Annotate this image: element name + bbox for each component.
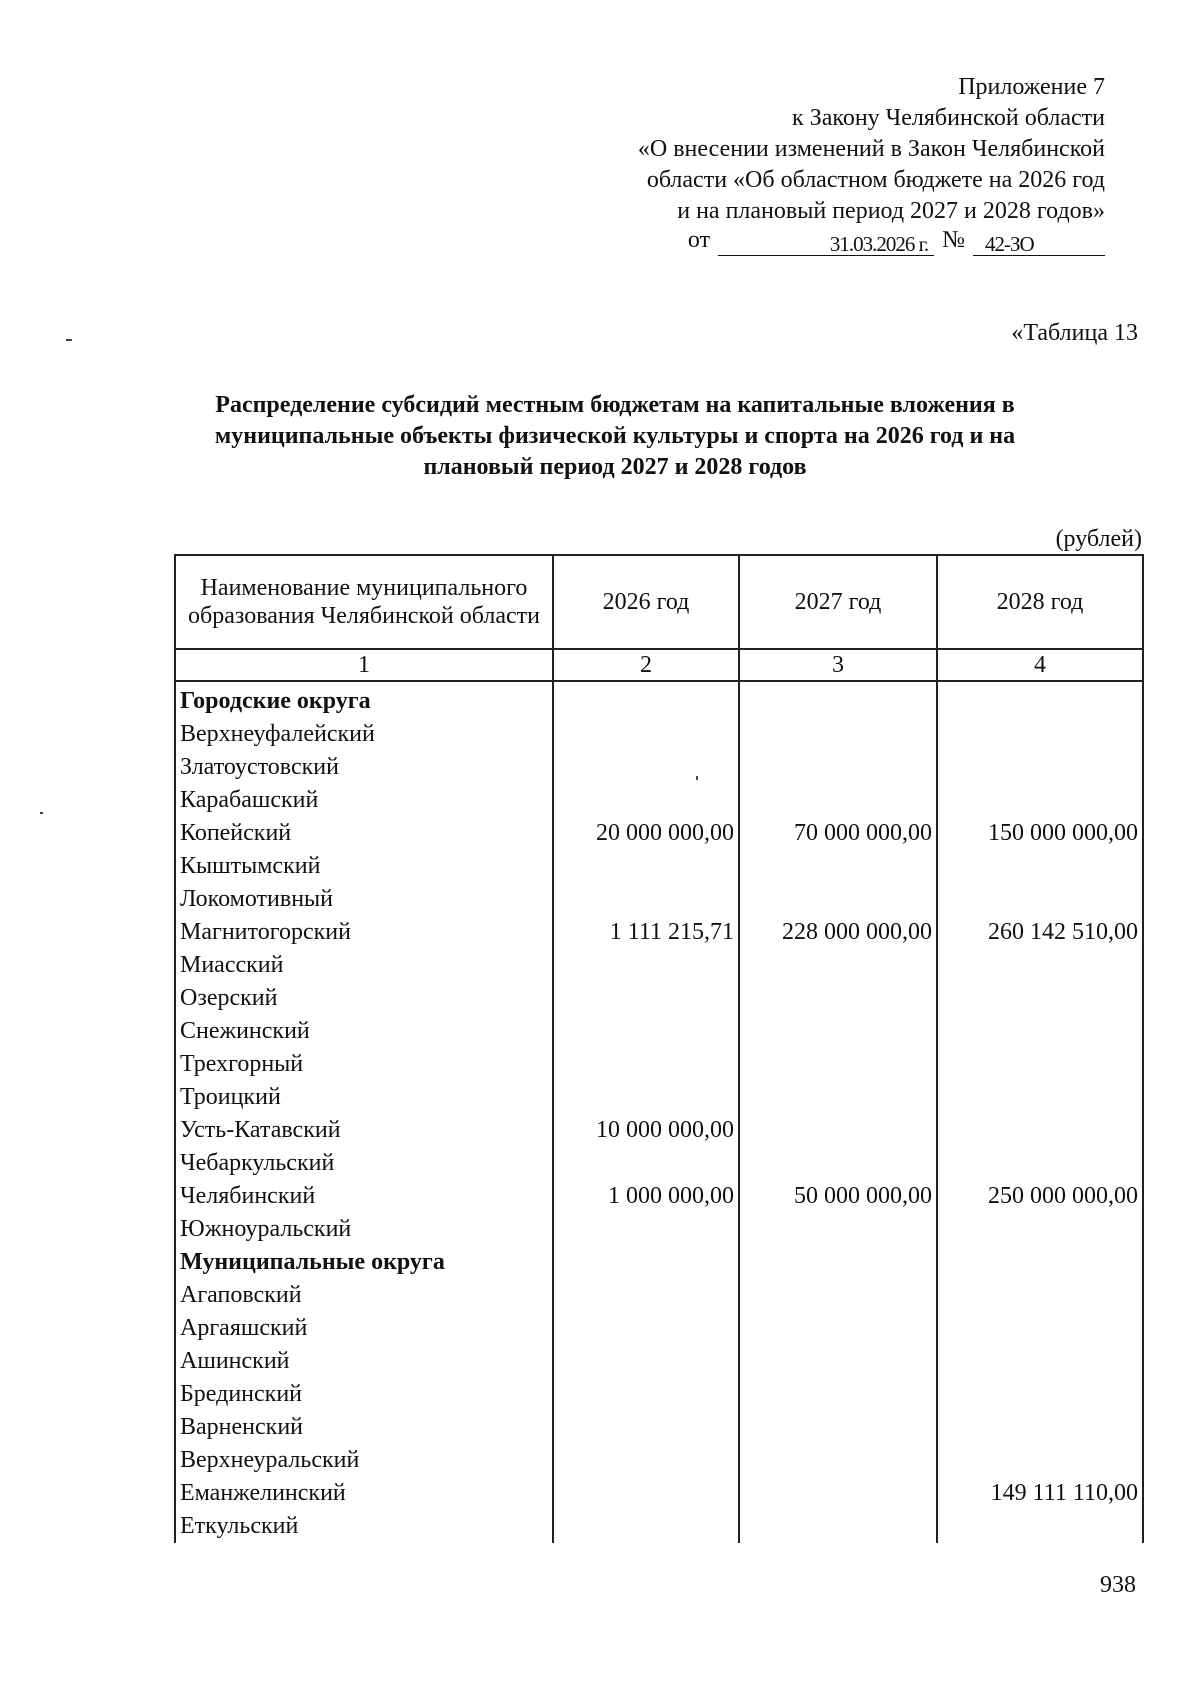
amount-2026 (553, 949, 739, 982)
table-row (175, 1213, 1143, 1246)
amount-2028 (937, 982, 1143, 1015)
municipality-name: Кыштымский (175, 850, 553, 883)
amount-2028 (937, 1312, 1143, 1345)
table-row (175, 1345, 1143, 1378)
amount-2028 (937, 1510, 1143, 1543)
amount-2027 (739, 1114, 937, 1147)
column-number-row (175, 649, 1143, 681)
amount-2028 (937, 1246, 1143, 1279)
law-date-number (545, 225, 1105, 256)
amount-2026 (553, 1015, 739, 1048)
header-line: «О внесении изменений в Закон Челябинской (637, 136, 1105, 162)
municipality-name: Магнитогорский (175, 916, 553, 949)
amount-2027 (739, 784, 937, 817)
municipality-name: Ашинский (175, 1345, 553, 1378)
amount-2026 (553, 1147, 739, 1180)
table-label: «Таблица 13 (1011, 320, 1138, 346)
amount-2026 (553, 685, 739, 718)
section-row (175, 685, 1143, 718)
amount-2028 (937, 949, 1143, 982)
amount-2027 (739, 850, 937, 883)
amount-2028 (937, 1378, 1143, 1411)
amount-2026 (553, 784, 739, 817)
municipality-name: Брединский (175, 1378, 553, 1411)
column-header-2026: 2026 год (553, 555, 739, 649)
amount-2028 (937, 850, 1143, 883)
column-header-name: Наименование муниципального образования Челябинской области (175, 555, 553, 649)
amount-2026 (553, 1213, 739, 1246)
municipality-name: Городские округа (175, 685, 553, 718)
amount-2028 (937, 1015, 1143, 1048)
amount-2027: 70 000 000,00 (739, 817, 937, 850)
header-line: области «Об областном бюджете на 2026 год (646, 167, 1105, 193)
table-row (175, 751, 1143, 784)
table-row (175, 1477, 1143, 1510)
header-line: и на плановый период 2027 и 2028 годов» (677, 198, 1105, 224)
amount-2026: 1 111 215,71 (553, 916, 739, 949)
column-header-2027: 2027 год (739, 555, 937, 649)
table-row (175, 1312, 1143, 1345)
amount-2027 (739, 1048, 937, 1081)
amount-2027 (739, 1279, 937, 1312)
amount-2028: 260 142 510,00 (937, 916, 1143, 949)
amount-2026 (553, 751, 739, 784)
amount-2027 (739, 1411, 937, 1444)
amount-2028 (937, 784, 1143, 817)
amount-2027 (739, 1015, 937, 1048)
date-prefix: от (687, 227, 711, 253)
amount-2026 (553, 1312, 739, 1345)
amount-2028 (937, 685, 1143, 718)
amount-2028 (937, 1147, 1143, 1180)
amount-2028 (937, 718, 1143, 751)
amount-2028 (937, 1345, 1143, 1378)
table-header-row (175, 555, 1143, 649)
page-number: 938 (1100, 1572, 1136, 1598)
municipality-name: Еткульский (175, 1510, 553, 1543)
column-number: 4 (937, 649, 1143, 681)
table-row (175, 718, 1143, 751)
amount-2027 (739, 751, 937, 784)
table-row (175, 1411, 1143, 1444)
amount-2027 (739, 1147, 937, 1180)
table-row (175, 1510, 1143, 1543)
municipality-name: Копейский (175, 817, 553, 850)
amount-2027 (739, 1213, 937, 1246)
subsidy-table (174, 554, 1144, 1543)
amount-2027 (739, 1444, 937, 1477)
section-row (175, 1246, 1143, 1279)
amount-2026 (553, 1279, 739, 1312)
municipality-name: Верхнеуральский (175, 1444, 553, 1477)
municipality-name: Трехгорный (175, 1048, 553, 1081)
municipality-name: Усть-Катавский (175, 1114, 553, 1147)
amount-2026 (553, 718, 739, 751)
municipality-name: Локомотивный (175, 883, 553, 916)
municipality-name: Варненский (175, 1411, 553, 1444)
law-number: 42-ЗО (973, 233, 1105, 256)
amount-2027 (739, 1246, 937, 1279)
column-header-2028: 2028 год (937, 555, 1143, 649)
amount-2026 (553, 1444, 739, 1477)
municipality-name: Челябинский (175, 1180, 553, 1213)
municipality-name: Агаповский (175, 1279, 553, 1312)
municipality-name: Чебаркульский (175, 1147, 553, 1180)
scan-speck (40, 812, 43, 814)
amount-2028: 250 000 000,00 (937, 1180, 1143, 1213)
amount-2027 (739, 1378, 937, 1411)
header-line: Приложение 7 (958, 74, 1105, 100)
amount-2027: 50 000 000,00 (739, 1180, 937, 1213)
amount-2028 (937, 1411, 1143, 1444)
amount-2028 (937, 1444, 1143, 1477)
table-row (175, 1081, 1143, 1114)
law-date: 31.03.2026 г. (718, 233, 934, 256)
table-row (175, 916, 1143, 949)
amount-2027 (739, 1510, 937, 1543)
municipality-name: Снежинский (175, 1015, 553, 1048)
table-row (175, 1048, 1143, 1081)
table-row (175, 1015, 1143, 1048)
amount-2028: 149 111 110,00 (937, 1477, 1143, 1510)
column-number: 1 (175, 649, 553, 681)
table-row (175, 1180, 1143, 1213)
municipality-name: Аргаяшский (175, 1312, 553, 1345)
table-row (175, 949, 1143, 982)
municipality-name: Миасский (175, 949, 553, 982)
table-row (175, 817, 1143, 850)
amount-2027 (739, 1312, 937, 1345)
amount-2026 (553, 1246, 739, 1279)
table-row (175, 850, 1143, 883)
table-row (175, 883, 1143, 916)
amount-2026 (553, 1510, 739, 1543)
municipality-name: Южноуральский (175, 1213, 553, 1246)
municipality-name: Верхнеуфалейский (175, 718, 553, 751)
table-row (175, 1378, 1143, 1411)
municipality-name: Троицкий (175, 1081, 553, 1114)
amount-2027: 228 000 000,00 (739, 916, 937, 949)
table-row (175, 784, 1143, 817)
column-number: 2 (553, 649, 739, 681)
amount-2028 (937, 1114, 1143, 1147)
table-body (175, 685, 1143, 1543)
amount-2027 (739, 718, 937, 751)
amount-2028 (937, 883, 1143, 916)
amount-2027 (739, 982, 937, 1015)
amount-2027 (739, 1345, 937, 1378)
amount-2026: 20 000 000,00 (553, 817, 739, 850)
table-row (175, 1279, 1143, 1312)
municipality-name: Муниципальные округа (175, 1246, 553, 1279)
amount-2028 (937, 1081, 1143, 1114)
units-label: (рублей) (1055, 526, 1142, 552)
amount-2027 (739, 1477, 937, 1510)
amount-2026: 1 000 000,00 (553, 1180, 739, 1213)
amount-2028 (937, 1213, 1143, 1246)
table-row (175, 1114, 1143, 1147)
amount-2026: 10 000 000,00 (553, 1114, 739, 1147)
document-title: Распределение субсидий местным бюджетам на капитальные вложения в муниципальные объекты физической культуры и спорта на 2026 год и на плановый период 2027 и 2028 годов (214, 392, 1016, 480)
amount-2027 (739, 949, 937, 982)
amount-2028 (937, 1279, 1143, 1312)
number-prefix: № (942, 227, 965, 253)
table-row (175, 1444, 1143, 1477)
amount-2026 (553, 1477, 739, 1510)
amount-2026 (553, 850, 739, 883)
amount-2027 (739, 685, 937, 718)
amount-2027 (739, 1081, 937, 1114)
table-row (175, 1147, 1143, 1180)
amount-2026 (553, 982, 739, 1015)
appendix-header (545, 72, 1105, 256)
municipality-name: Озерский (175, 982, 553, 1015)
amount-2028: 150 000 000,00 (937, 817, 1143, 850)
scan-speck (66, 339, 72, 341)
amount-2026 (553, 1378, 739, 1411)
municipality-name: Еманжелинский (175, 1477, 553, 1510)
municipality-name: Златоустовский (175, 751, 553, 784)
amount-2028 (937, 1048, 1143, 1081)
amount-2026 (553, 1048, 739, 1081)
table-row (175, 982, 1143, 1015)
amount-2026 (553, 883, 739, 916)
amount-2026 (553, 1411, 739, 1444)
amount-2026 (553, 1081, 739, 1114)
amount-2026 (553, 1345, 739, 1378)
scan-speck (696, 776, 698, 780)
header-line: к Закону Челябинской области (792, 105, 1105, 131)
amount-2028 (937, 751, 1143, 784)
municipality-name: Карабашский (175, 784, 553, 817)
amount-2027 (739, 883, 937, 916)
column-number: 3 (739, 649, 937, 681)
